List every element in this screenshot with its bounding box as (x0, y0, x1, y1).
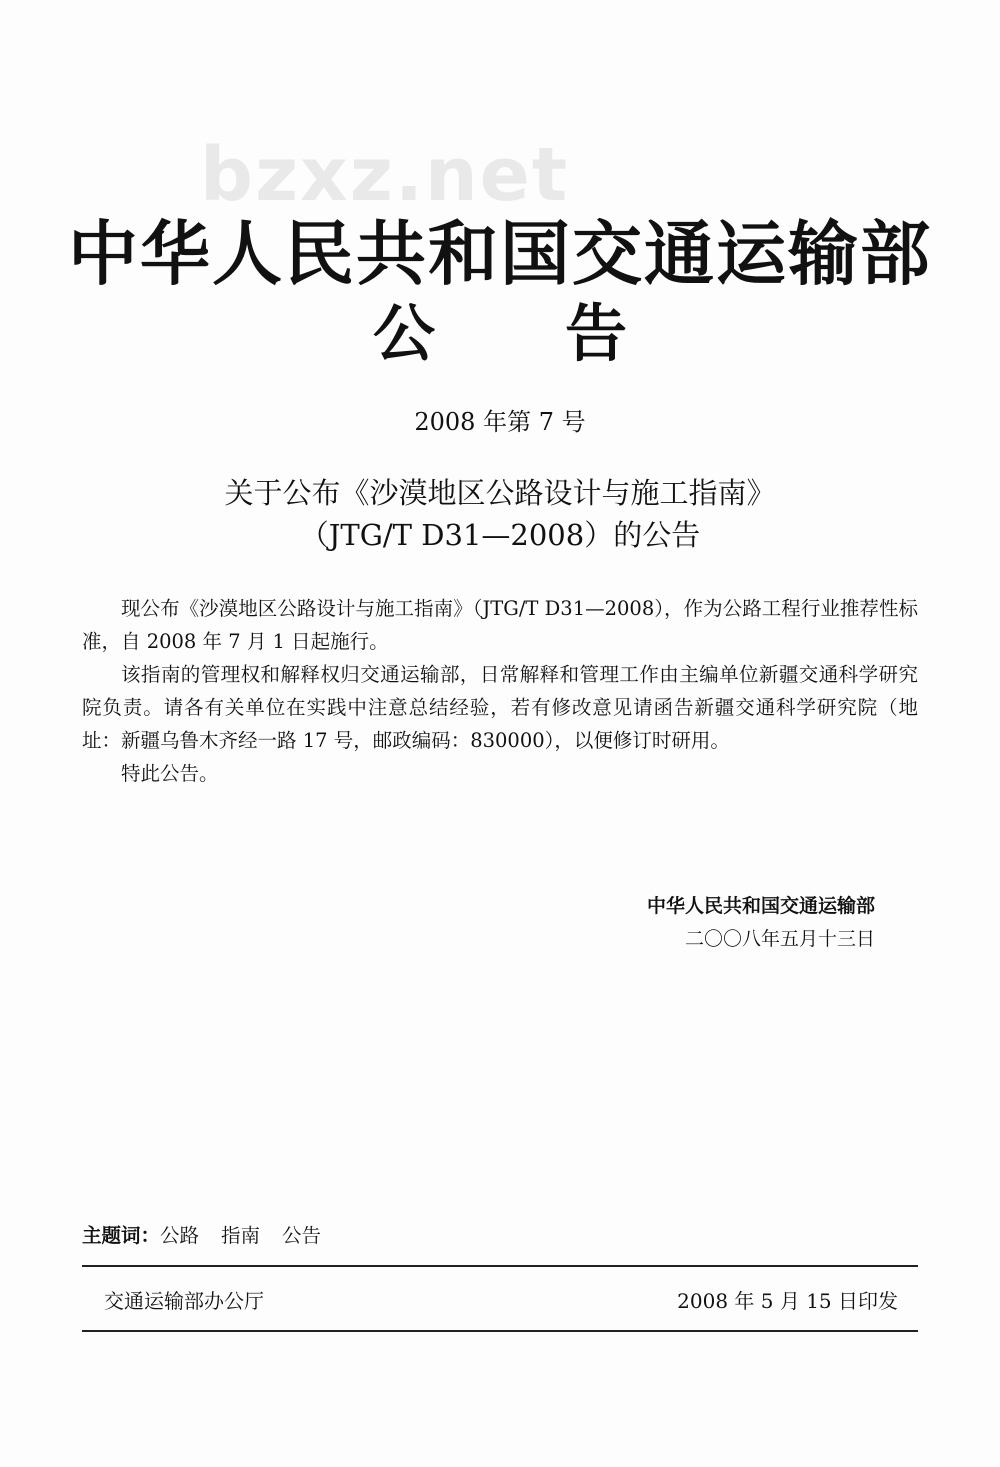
footer-print-date: 2008 年 5 月 15 日印发 (677, 1289, 898, 1313)
footer-top-rule (82, 1265, 918, 1267)
notice-subject (0, 472, 1000, 556)
keyword-item: 公路 (160, 1224, 200, 1247)
notice-subject-line-1: 关于公布《沙漠地区公路设计与施工指南》 (224, 476, 776, 510)
footer-issuer: 交通运输部办公厅 (104, 1289, 264, 1313)
keywords-line (82, 1220, 343, 1248)
keyword-item: 公告 (282, 1224, 322, 1247)
body-paragraph-2: 该指南的管理权和解释权归交通运输部，日常解释和管理工作由主编单位新疆交通科学研究院负责。请各有关单位在实践中注意总结经验，若有修改意见请函告新疆交通科学研究院（地址：新疆乌鲁木齐经一路 17 号，邮政编码：830000），以便修订时研用。 (82, 663, 918, 752)
notice-title-char-2: 告 (565, 297, 628, 370)
issuing-organization-title: 中华人民共和国交通运输部 (68, 213, 932, 295)
notice-title (0, 284, 1000, 373)
signature-date: 二〇〇八年五月十三日 (684, 928, 875, 950)
watermark-text: bzxz.net (200, 132, 570, 218)
signature-organization: 中华人民共和国交通运输部 (646, 895, 875, 917)
notice-title-char-1: 公 (372, 297, 435, 370)
issue-number: 2008 年第 7 号 (414, 408, 586, 436)
keyword-item: 指南 (221, 1224, 261, 1247)
notice-subject-line-2: （JTG/T D31—2008）的公告 (299, 518, 701, 552)
keywords-label: 主题词： (82, 1224, 161, 1247)
notice-body (82, 592, 918, 790)
body-paragraph-3: 特此公告。 (121, 762, 219, 785)
body-paragraph-1: 现公布《沙漠地区公路设计与施工指南》（JTG/T D31—2008），作为公路工程行业推荐性标准，自 2008 年 7 月 1 日起施行。 (82, 597, 918, 653)
signature-block (647, 890, 875, 956)
footer-bottom-rule (82, 1330, 918, 1332)
